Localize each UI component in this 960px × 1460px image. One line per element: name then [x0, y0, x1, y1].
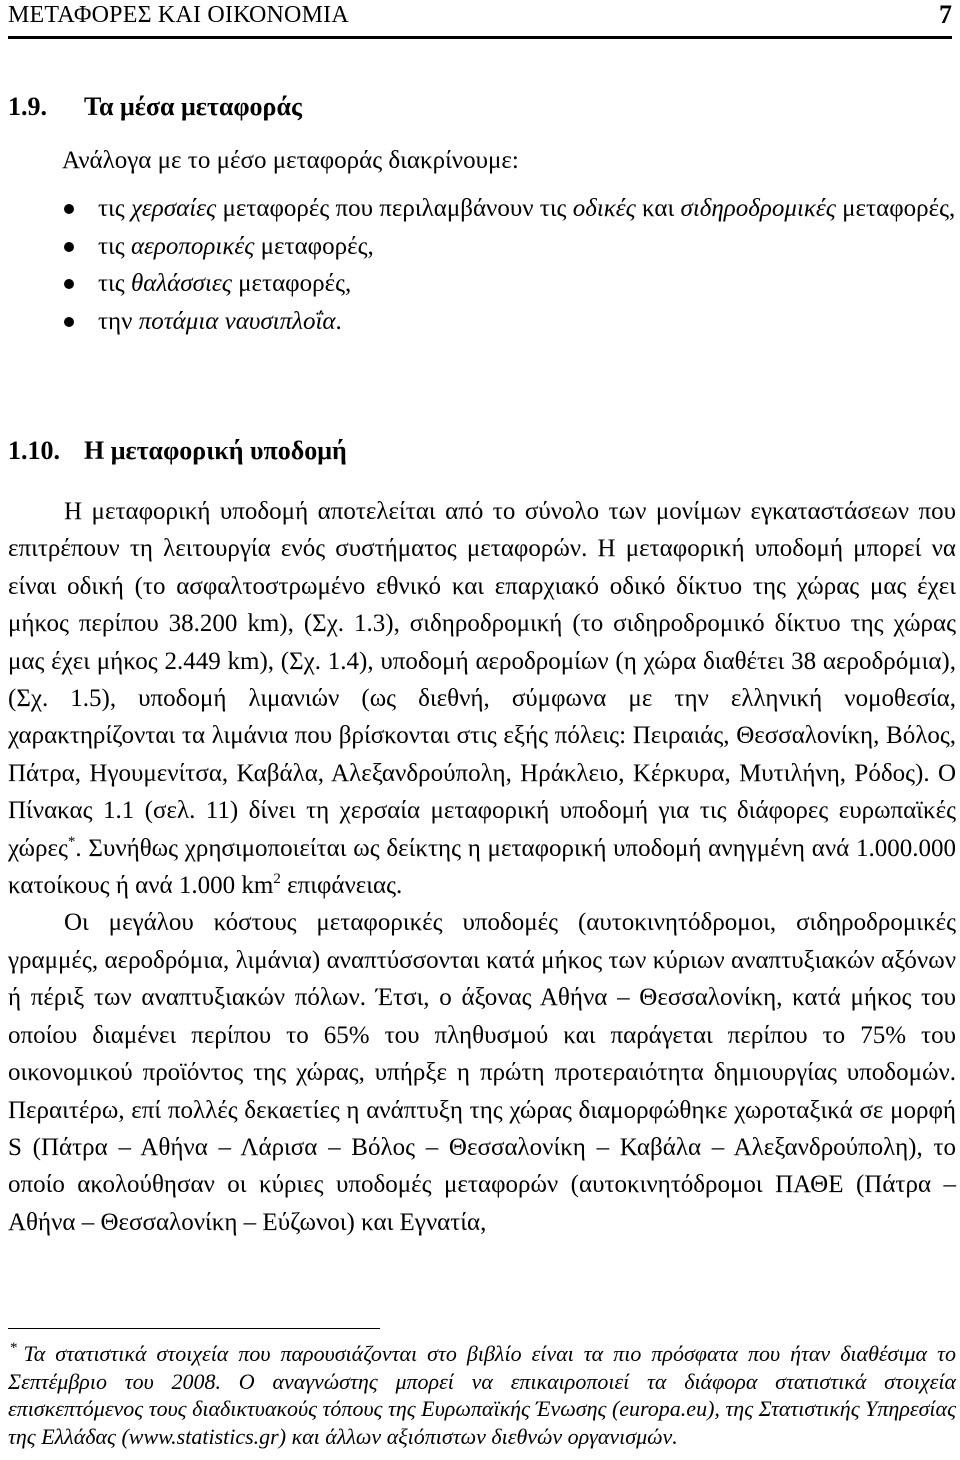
footnote [8, 1340, 956, 1451]
footnote-text: Τα στατιστικά στοιχεία που παρουσιάζονται στο βιβλίο είναι τα πιο πρόσφατα που ήταν διαθέσιμα το Σεπτέμβριο του 2008. Ο αναγνώστης μπορεί να επικαιροποιεί τα διάφορα στατιστικά στοιχεία επισκεπτόμενος τους διαδικτυακούς τόπους της Ευρωπαϊκής Ένωσης (europa.eu), της Στατιστικής Υπηρεσίας της Ελλάδας (www.statistics.gr) και άλλων αξιόπιστων διεθνών οργανισμών. [8, 1341, 956, 1450]
list-item: τις χερσαίες μεταφορές που περιλαμβάνουν τις οδικές και σιδηροδρομικές μεταφορές, [8, 190, 956, 228]
bullet-icon [64, 204, 74, 214]
header-rule [8, 36, 952, 39]
paragraph: Οι μεγάλου κόστους μεταφορικές υποδομές (αυτοκινητόδρομοι, σιδηροδρομικές γραμμές, αεροδρόμια, λιμάνια) αναπτύσσονται κατά μήκος των κύριων αναπτυξιακών αξόνων ή πέριξ των αναπτυξιακών πόλων. Έτσι, ο άξονας Αθήνα – Θεσσαλονίκη, κατά μήκος του οποίου διαμένει περίπου το 65% του πληθυσμού και παράγεται περίπου το 75% του οικονομικού προϊόντος της χώρας, υπήρξε η πρώτη προτεραιότητα δημιουργίας υποδομών. Περαιτέρω, επί πολλές δεκαετίες η ανάπτυξη της χώρας διαμορφώθηκε χωροταξικά σε μορφή S (Πάτρα – Αθήνα – Λάρισα – Βόλος – Θεσσαλονίκη – Καβάλα – Αλεξανδρούπολη), το οποίο ακολούθησαν οι κύριες υποδομές μεταφορών (αυτοκινητόδρομοι ΠΑΘΕ (Πάτρα – Αθήνα – Θεσσαλονίκη – Εύζωνοι) και Εγνατία, [8, 909, 956, 1236]
bullet-icon [64, 279, 74, 289]
footnote-mark: * [10, 1340, 18, 1356]
list-item: τις θαλάσσιες μεταφορές, [8, 265, 956, 303]
transport-means-list [8, 190, 956, 340]
page-number: 7 [939, 0, 952, 29]
section-number: 1.10. [8, 436, 60, 465]
section-heading-1-10 [8, 436, 347, 466]
header-title: ΜΕΤΑΦΟΡΕΣ ΚΑΙ ΟΙΚΟΝΟΜΙΑ [8, 2, 349, 28]
footnote-ref: * [67, 833, 76, 850]
running-header [8, 0, 952, 30]
bullet-icon [64, 242, 74, 252]
body-text [8, 493, 956, 1241]
section-heading-1-9 [8, 92, 302, 122]
section-title: Τα μέσα μεταφοράς [84, 92, 302, 121]
intro-text: Ανάλογα με το μέσο μεταφοράς διακρίνουμε: [62, 147, 519, 174]
list-item: τις αεροπορικές μεταφορές, [8, 228, 956, 266]
paragraph: Η μεταφορική υποδομή αποτελείται από το σύνολο των μονίμων εγκαταστάσεων που επιτρέπουν τη λειτουργία ενός συστήματος μεταφορών. Η μεταφορική υποδομή μπορεί να είναι οδική (το ασφαλτοστρωμένο εθνικό και επαρχιακό οδικό δίκτυο της χώρας μας έχει μήκος περίπου 38.200 km), (Σχ. 1.3), σιδηροδρομική (το σιδηροδρομικό δίκτυο της χώρας μας έχει μήκος 2.449 km), (Σχ. 1.4), υποδομή αεροδρομίων (η χώρα διαθέτει 38 αεροδρόμια), (Σχ. 1.5), υποδομή λιμανιών (ως διεθνή, σύμφωνα με την ελληνική νομοθεσία, χαρακτηρίζονται τα λιμάνια που βρίσκονται στις εξής πόλεις: Πειραιάς, Θεσσαλονίκη, Βόλος, Πάτρα, Ηγουμενίτσα, Καβάλα, Αλεξανδρούπολη, Ηράκλειο, Κέρκυρα, Μυτιλήνη, Ρόδος). Ο Πίνακας 1.1 (σελ. 11) δίνει τη χερσαία μεταφορική υποδομή για τις διάφορες ευρωπαϊκές χώρες*. Συνήθως χρησιμοποιείται ως δείκτης η μεταφορική υποδομή ανηγμένη ανά 1.000.000 κατοίκους ή ανά 1.000 $km^2$ επιφάνειας. [8, 498, 956, 900]
section-title: Η μεταφορική υποδομή [84, 436, 347, 465]
list-item: την ποτάμια ναυσιπλοΐα. [8, 303, 956, 341]
bullet-icon [64, 317, 74, 327]
footnote-rule [8, 1328, 380, 1329]
section-number: 1.9. [8, 92, 47, 121]
